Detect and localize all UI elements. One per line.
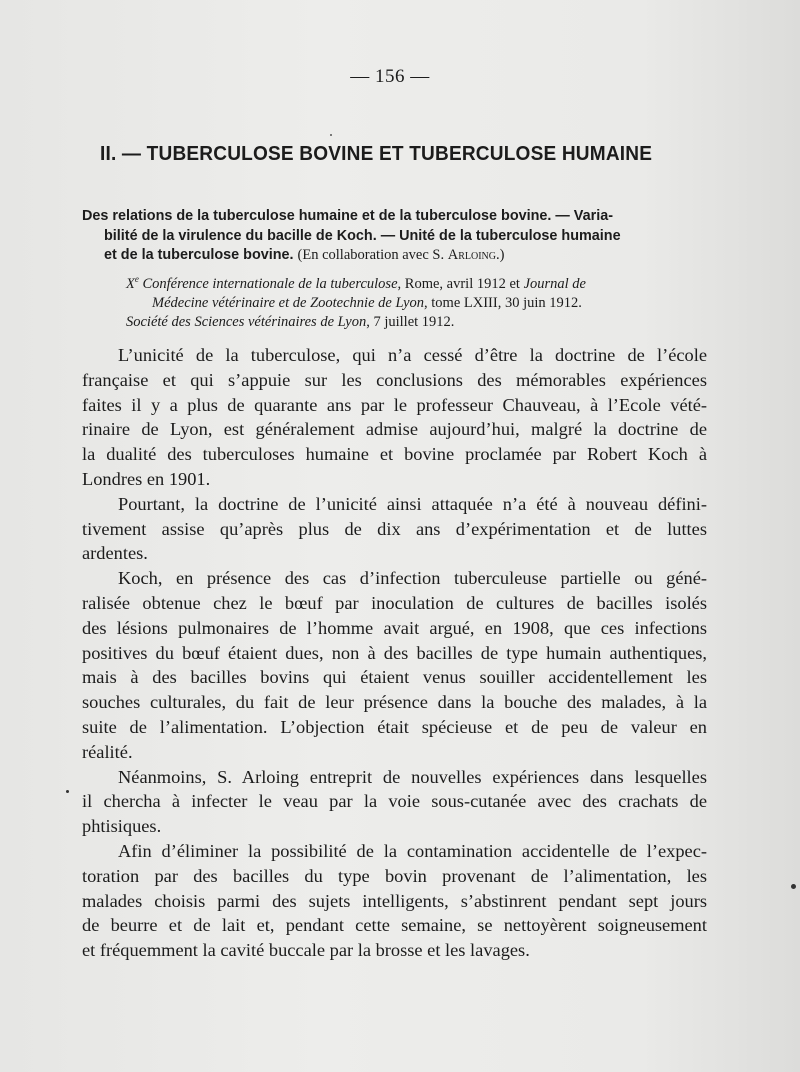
text-line: et fréquemment la cavité buccale par la brosse et les lavages. — [82, 940, 530, 961]
citation-italic: Médecine vétérinaire et de Zootechnie de Lyon — [152, 294, 425, 311]
reference-title-line — [82, 246, 707, 266]
text-line: Néanmoins, S. Arloing entreprit de nouvelles expériences dans lesquelles — [118, 766, 707, 787]
text-line: suite de l’alimentation. L’objection était spécieuse et de peu de valeur en — [82, 716, 707, 737]
paragraph — [82, 765, 707, 839]
text-line: réalité. — [82, 741, 133, 762]
print-speck — [66, 790, 69, 793]
body-text — [82, 343, 707, 963]
collab-suffix: .) — [495, 247, 505, 263]
collaboration-note — [298, 247, 505, 263]
text-line: il chercha à infecter le veau par la voie sous-cutanée avec des crachats de — [82, 791, 707, 812]
text-line: Afin d’éliminer la possibilité de la contamination accidentelle de l’expec- — [118, 840, 707, 861]
reference-title-line: Des relations de la tuberculose humaine et de la tuberculose bovine. — Varia- — [82, 208, 614, 224]
reference-title-end: et de la tuberculose bovine. — [104, 247, 294, 263]
text-line: faites il y a plus de quarante ans par le professeur Chauveau, à l’Ecole vété- — [82, 394, 707, 415]
collab-prefix: (En collaboration avec S. — [297, 247, 448, 263]
text-line: ralisée obtenue chez le bœuf par inoculation de cultures de bacilles isolés — [82, 592, 707, 613]
paragraph — [82, 492, 707, 566]
paragraph — [82, 839, 707, 963]
print-speck — [330, 134, 332, 136]
text-line: phtisiques. — [82, 816, 162, 837]
reference-block — [82, 207, 707, 333]
text-line: Pourtant, la doctrine de l’unicité ainsi attaquée n’a été à nouveau défini- — [118, 493, 707, 514]
print-speck — [791, 884, 796, 889]
citation-line — [126, 270, 707, 294]
reference-title-line: bilité de la virulence du bacille de Koch. — Unité de la tuberculose humaine — [104, 227, 621, 244]
text-line: Londres en 1901. — [82, 468, 211, 489]
text-line: positives du bœuf étaient dues, non à des bacilles de type humain authentiques, — [82, 642, 707, 663]
reference-title — [82, 207, 707, 266]
section-title: II. — TUBERCULOSE BOVINE ET TUBERCULOSE HUMAINE — [100, 142, 653, 165]
text-line: souches culturales, du fait de leur présence dans la bouche des malades, à la — [82, 692, 707, 713]
citation-italic: Société des Sciences vétérinaires de Lyon — [126, 314, 367, 331]
paragraph — [82, 566, 707, 764]
text-line: Koch, en présence des cas d’infection tuberculeuse partielle ou géné- — [118, 568, 707, 589]
text-line: toration par des bacilles du type bovin provenant de l’alimentation, les — [82, 865, 707, 886]
collab-name: Arloing — [447, 247, 496, 263]
citation-superscript: e — [134, 273, 139, 284]
text-line: mais à des bacilles bovins qui étaient venus souiller accidentellement les — [82, 667, 707, 688]
text-line: française et qui s’appuie sur les conclusions des mémorables expériences — [82, 369, 707, 390]
citation-italic: X — [126, 275, 135, 292]
citation-line — [126, 294, 707, 314]
text-line: ardentes. — [82, 543, 148, 564]
citation-line — [126, 313, 707, 333]
paragraph — [82, 343, 707, 492]
citation-italic: Journal de — [523, 275, 586, 292]
page-number: — 156 — — [350, 66, 430, 87]
text-line: la dualité des tuberculoses humaine et bovine proclamée par Robert Koch à — [82, 444, 707, 465]
text-line: tivement assise qu’après plus de dix ans d’expérimentation et de luttes — [82, 518, 707, 539]
citation-text: , 7 juillet 1912. — [366, 314, 455, 331]
text-line: de beurre et de lait et, pendant cette semaine, se nettoyèrent soigneusement — [82, 915, 707, 936]
citation — [82, 270, 707, 333]
text-line: malades choisis parmi des sujets intelligents, s’abstinrent pendant sept jours — [82, 890, 707, 911]
text-line: L’unicité de la tuberculose, qui n’a cessé d’être la doctrine de l’école — [118, 345, 707, 365]
citation-italic: Conférence internationale de la tuberculose — [138, 275, 398, 292]
citation-text: , tome LXIII, 30 juin 1912. — [424, 294, 582, 311]
citation-text: , Rome, avril 1912 et — [397, 275, 524, 292]
text-line: rinaire de Lyon, est généralement admise aujourd’hui, malgré la doctrine de — [82, 419, 707, 440]
text-line: des lésions pulmonaires de l’homme avait argué, en 1908, que ces infections — [82, 617, 707, 638]
